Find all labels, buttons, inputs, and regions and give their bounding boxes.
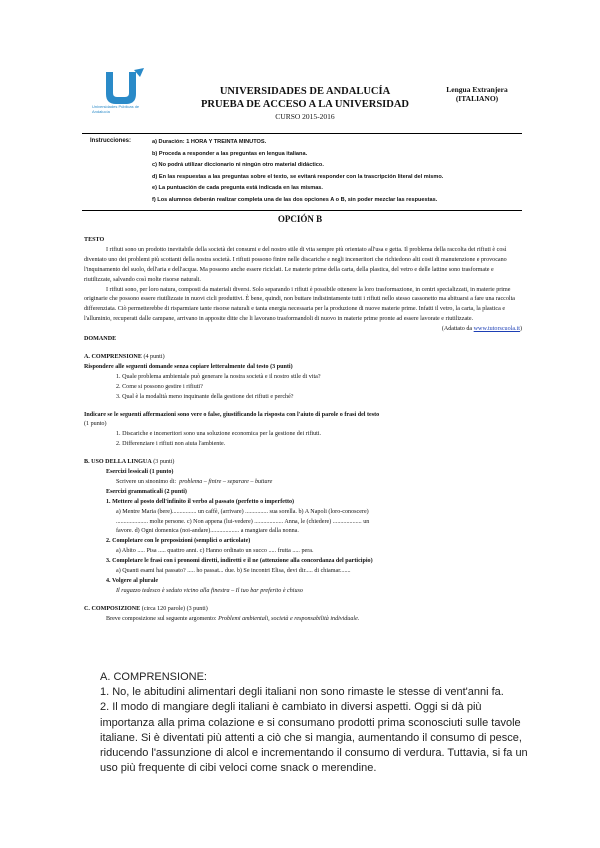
instruction-item: e) La puntuación de cada pregunta está indicada en las mismas.: [152, 185, 323, 192]
composizione-title: C. COMPOSIZIONE: [84, 605, 141, 612]
course-year: CURSO 2015-2016: [275, 112, 335, 121]
source-link[interactable]: www.tutorscuola.it: [473, 326, 520, 333]
domande-heading: DOMANDE: [84, 336, 117, 343]
answer-block: [100, 670, 530, 776]
instructions-label: Instrucciones:: [90, 138, 132, 144]
exam-header-title: [190, 85, 420, 111]
composizione-line: [84, 615, 522, 625]
source-prefix: (Adattato da: [441, 326, 474, 333]
uso-points: (3 punti): [153, 459, 175, 466]
instruction-item: d) En las respuestas a las preguntas sobre el texto, se evitará responder con la trascripción literal del mismo.: [152, 173, 444, 180]
source-suffix: ): [519, 326, 522, 333]
exam-body: [84, 236, 522, 625]
comprensione-instruction: Rispondere alle seguenti domande senza copiare letteralmente dal testo (3 punti): [84, 363, 293, 370]
vf-item: 1. Discariche e inceneritori sono una soluzione economica per la gestione dei rifiuti.: [116, 431, 322, 438]
vf-points: (1 punto): [84, 421, 107, 428]
exercise-1-line: ..................... molte persone. c) Non appena (lui-vedere) ................... Anna, le (chiedere) ................... un: [116, 518, 370, 525]
exercise-3-title: 3. Completare le frasi con i pronomi diretti, indiretti e il ne (attenzione alla concordanza del participio): [106, 558, 373, 565]
question-item: 3. Qual è la modalità meno inquinante della gestione dei rifiuti e perché?: [116, 393, 294, 400]
exercise-4-line: [84, 587, 522, 597]
instruction-item: a) Duración: 1 HORA Y TREINTA MINUTOS.: [152, 139, 267, 145]
composizione-points: (circa 120 parole) (3 punti): [141, 605, 208, 612]
grammaticali-heading: Esercizi grammaticali (2 punti): [106, 488, 187, 495]
lessicali-heading: Esercizi lessicali (1 punto): [106, 469, 174, 476]
subject-line-1: Lengua Extranjera: [446, 85, 508, 94]
exercise-4-title: 4. Volgere al plurale: [106, 578, 159, 584]
option-title: OPCIÓN B: [277, 214, 323, 224]
instructions-list: [152, 137, 520, 207]
exercise-3-line: a) Quanti esami hai passato? ..... ho passat... due. b) Se incontri Elisa, devi dir..... di chiamar.......: [116, 568, 351, 575]
title-line-2: PRUEBA DE ACCESO A LA UNIVERSIDAD: [200, 99, 409, 110]
vf-instruction: Indicare se le seguenti affermazioni sono vere o false, giustificando la risposta con l'aiuto di parole o frasi del testo: [84, 411, 380, 418]
instruction-item: f) Los alumnos deberán realizar completa una de las dos opciones A o B, sin poder mezclar las respuestas.: [152, 196, 438, 203]
exercise-4-text: Il ragazzo tedesco è seduto vicino alla finestra – Il tuo bar preferito è chiuso: [116, 587, 303, 594]
answer-line-2: 2. Il modo di mangiare degli italiani è cambiato in diversi aspetti. Oggi si dà più importanza alla prima colazione e si consumano prodotti prima sconosciuti sulle tavole italiane. Si è diventati più attenti a ciò che si mangia, aumentando il consumo di pesce, riducendo l'assunzione di alcol e incrementando il consumo di verdura. Tuttavia, si fa un uso più frequente di cibi veloci come snack o merendine.: [100, 701, 528, 775]
subject-line-2: (ITALIANO): [455, 94, 499, 103]
text-paragraph-1: I rifiuti sono un prodotto inevitabile della società dei consumi e del nostro stile di vita sempre più orientato all'usa e getta. Il problema della raccolta dei rifiuti è così diventato uno dei problemi più scottanti della nostra società. I rifiuti possono finire nelle discariche e negli inceneritori che richiedono alti costi di manutenzione e provocano l'inquinamento del suolo, dell'aria e dell'acqua. Ma possono anche essere riciclati. Le materie prime della carta, della plastica, del vetro e delle lattine sono trasformate e riutilizzate, salvando così molte risorse naturali.: [84, 246, 507, 283]
exercise-1-line: a) Mentre Maria (bere)................ un caffè, (arrivare) ............... sua sorella. b) A Napoli (loro-conoscere): [116, 508, 369, 515]
exercise-1-title: 1. Mettere al posto dell'infinito il verbo al passato (perfetto o imperfetto): [106, 498, 295, 505]
lessicali-line: [84, 478, 522, 488]
question-item: 1. Quale problema ambientale può generare la nostra società e il nostro stile di vita?: [116, 373, 321, 380]
question-item: 2. Come si possono gestire i rifiuti?: [116, 383, 203, 390]
comprensione-heading: [84, 353, 522, 363]
text-heading: TESTO: [84, 237, 105, 243]
subject-label: [432, 85, 522, 103]
instruction-item: c) No podrá utilizar diccionario ni ningún otro material didáctico.: [152, 162, 324, 169]
uso-title: B. USO DELLA LINGUA: [84, 459, 152, 466]
instructions-box: [82, 133, 522, 211]
vf-item: 2. Differenziare i rifiuti non aiuta l'ambiente.: [116, 441, 226, 448]
composizione-heading: [84, 605, 522, 615]
instruction-item: b) Proceda a responder a las preguntas en lengua italiana.: [152, 150, 308, 157]
composizione-topic: Problemi ambientali, società e responsabilità individuale.: [218, 615, 360, 622]
university-logo: [100, 68, 150, 130]
exercise-1-line: favore. d) Ogni domenica (noi-andare)................... a mangiare dalla nonna.: [116, 528, 299, 535]
exercise-2-line: a) Abito ..... Pisa ..... quattro anni. c) Hanno ordinato un succo ..... frutta ..... pera.: [116, 548, 314, 555]
title-line-1: UNIVERSIDADES DE ANDALUCÍA: [219, 86, 391, 97]
exercise-2-title: 2. Completare con le preposizioni (semplici o articolate): [106, 538, 251, 545]
text-source: [84, 325, 522, 335]
lessicali-words: problema – finire – separare – buttare: [179, 478, 273, 485]
comprensione-points: (4 punti): [143, 353, 165, 360]
comprensione-title: A. COMPRENSIONE: [84, 353, 142, 360]
answer-line-1: 1. No, le abitudini alimentari degli italiani non sono rimaste le stesse di vent'anni fa.: [100, 686, 504, 699]
text-paragraph-2: I rifiuti sono, per loro natura, composti da materiali diversi. Solo separando i rifiuti è possibile ottenere la loro trasformazione, in centri specializzati, in materie prime originarie che possono essere riutilizzate in nuovi cicli produttivi. È bene, quindi, non buttare indistintamente tutti i rifiuti nello stesso cassonetto ma abituarsi a fare una raccolta differenziata. Ciò permetterebbe di risparmiare tante risorse naturali e tanta energia necessaria per la produzione di nuove materie prime. Infatti il vetro, la carta, la plastica e l'alluminio, recuperati dalle campane, arrivano in apposite ditte che li lavorano trasformandoli di nuovo in materie prime pronte ad essere lavorate e riutilizzate.: [84, 286, 516, 323]
composizione-prefix: Breve composizione sul seguente argomento:: [106, 615, 217, 622]
lessicali-prefix: Scrivere un sinonimo di:: [116, 478, 177, 485]
uso-heading: [84, 458, 522, 468]
answer-heading: A. COMPRENSIONE:: [100, 671, 207, 683]
logo-caption: Universidades Públicas de Andalucía: [92, 104, 140, 114]
